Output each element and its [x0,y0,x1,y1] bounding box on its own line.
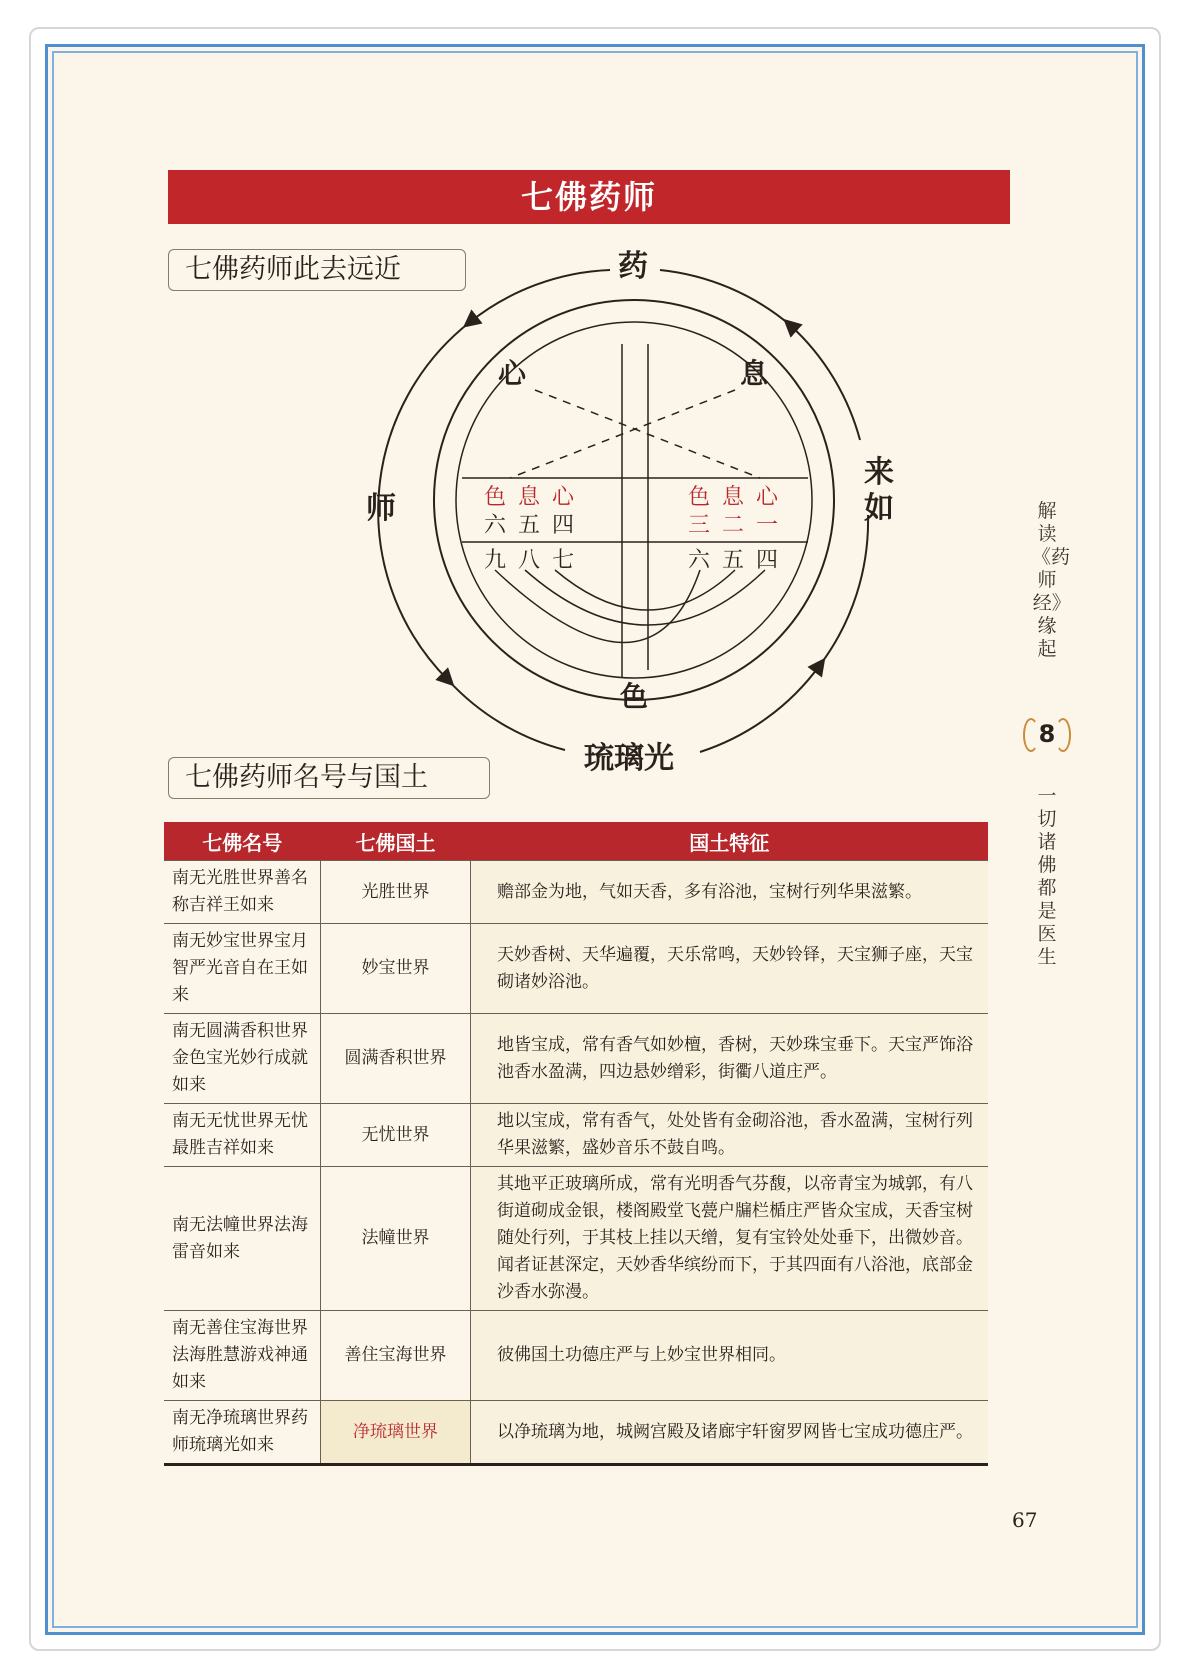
buddha-name: 南无光胜世界善名称吉祥王如来 [164,861,321,924]
arc-eight-to-two [525,570,765,625]
sidebar-book-title: 解读《药师经》缘起 [1032,500,1071,660]
arc-nine-to-three [495,570,700,643]
table-row [164,1104,988,1167]
buddha-land: 善住宝海世界 [321,1311,471,1401]
label-ru: 如 [864,491,894,526]
land-feature: 地皆宝成，常有香气如妙檀，香树，天妙珠宝垂下。天宝严饰浴池香水盈满，四边悬妙缯彩，街衢八道庄严。 [471,1014,989,1104]
left-se: 色 [484,485,507,510]
table-row [164,1167,988,1311]
header-feature: 国土特征 [471,822,989,861]
buddha-name: 南无善住宝海世界法海胜慧游戏神通如来 [164,1311,321,1401]
buddha-name: 南无无忧世界无忧最胜吉祥如来 [164,1104,321,1167]
sidebar-chapter-title: 一切诸佛都是医生 [1037,785,1057,968]
table-row [164,861,988,924]
left-ba: 八 [518,548,541,573]
seven-buddhas-table [164,822,988,1466]
left-si: 四 [552,513,575,538]
seven-buddhas-diagram [0,0,1188,820]
outer-arc-bottom-left [448,680,565,750]
right-yi: 一 [756,513,779,538]
right-er: 二 [722,513,745,538]
buddha-name: 南无圆满香积世界金色宝光妙行成就如来 [164,1014,321,1104]
right-wu: 五 [722,548,745,573]
right-xin: 心 [756,485,779,510]
buddha-name: 南无净琉璃世界药师琉璃光如来 [164,1401,321,1465]
buddha-land: 净琉璃世界 [321,1401,471,1465]
buddha-name: 南无妙宝世界宝月智严光音自在王如来 [164,924,321,1014]
right-xi: 息 [722,485,745,510]
buddha-land: 法幢世界 [321,1167,471,1311]
right-si: 四 [756,548,779,573]
left-wu: 五 [518,513,541,538]
arc-seven-to-one [555,570,735,610]
table-row [164,1311,988,1401]
buddha-land: 妙宝世界 [321,924,471,1014]
label-lai: 来 [864,455,894,490]
label-shi: 师 [366,491,396,526]
outer-arc-right-lower [820,515,868,665]
right-liu: 六 [688,548,711,573]
outer-arc-right-upper [790,325,860,440]
section-title-names-lands: 七佛药师名号与国土 [168,757,490,799]
right-se: 色 [688,485,711,510]
outer-arc-top-right [660,270,790,325]
buddha-land: 圆满香积世界 [321,1014,471,1104]
outer-arc-top-left [470,270,610,322]
buddha-land: 光胜世界 [321,861,471,924]
table-row [164,924,988,1014]
label-liuliguang: 琉璃光 [584,741,674,776]
land-feature: 以净琉璃为地，城阙宫殿及诸廊宇轩窗罗网皆七宝成功德庄严。 [471,1401,989,1465]
land-feature: 天妙香树、天华遍覆，天乐常鸣，天妙铃铎，天宝狮子座，天宝砌诸妙浴池。 [471,924,989,1014]
label-se: 色 [620,680,649,713]
label-yao: 药 [618,249,648,284]
left-xi: 息 [518,485,541,510]
header-land: 七佛国土 [321,822,471,861]
land-feature: 彼佛国土功德庄严与上妙宝世界相同。 [471,1311,989,1401]
outer-arc-bottom-right [700,665,820,752]
label-xi: 息 [740,357,769,390]
page-title-banner: 七佛药师 [168,170,1010,224]
left-qi: 七 [552,548,575,573]
page-number: 67 [1012,1508,1038,1532]
left-liu: 六 [484,513,507,538]
table-row [164,1014,988,1104]
section-title-distance: 七佛药师此去远近 [168,249,466,291]
land-feature: 其地平正玻璃所成，常有光明香气芬馥，以帝青宝为城郭，有八街道砌成金银，楼阁殿堂飞甍户牖栏楯庄严皆众宝成，天香宝树随处行列，于其枝上挂以天缯，复有宝铃处处垂下，出微妙音。闻者证甚深定，天妙香华缤纷而下，于其四面有八浴池，底部金沙香水弥漫。 [471,1167,989,1311]
chapter-number-badge: 8 [1023,712,1071,756]
left-xin: 心 [552,485,575,510]
label-xin: 心 [498,357,527,390]
left-jiu: 九 [484,548,507,573]
right-san: 三 [688,513,711,538]
buddha-land: 无忧世界 [321,1104,471,1167]
land-feature: 地以宝成，常有香气，处处皆有金砌浴池，香水盈满，宝树行列华果滋繁，盛妙音乐不鼓自鸣。 [471,1104,989,1167]
table-row [164,1401,988,1465]
land-feature: 赡部金为地，气如天香，多有浴池，宝树行列华果滋繁。 [471,861,989,924]
table-header-row [164,822,988,861]
header-name: 七佛名号 [164,822,321,861]
buddha-name: 南无法幢世界法海雷音如来 [164,1167,321,1311]
